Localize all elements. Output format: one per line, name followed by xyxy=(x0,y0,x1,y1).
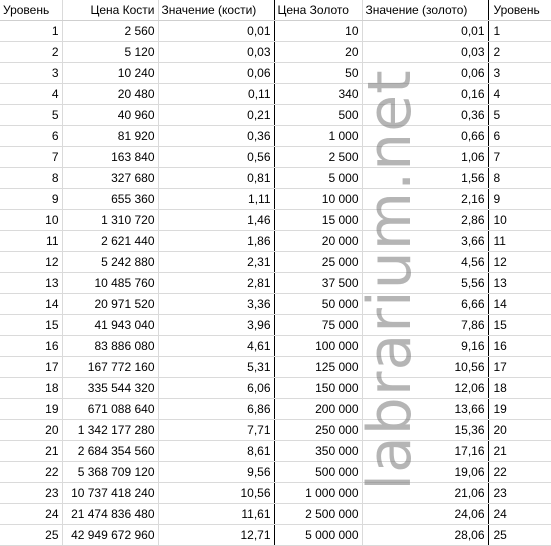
cell-level-repeat[interactable]: 15 xyxy=(488,315,551,336)
table-row xyxy=(0,504,551,525)
cell-level-repeat[interactable]: 24 xyxy=(488,504,551,525)
cell-bone-price[interactable]: 42 949 672 960 xyxy=(62,525,158,546)
cell-gold-price[interactable]: 250 000 xyxy=(274,420,362,441)
table-row xyxy=(0,63,551,84)
cell-gold-value[interactable]: 9,16 xyxy=(362,336,488,357)
cell-level[interactable]: 9 xyxy=(0,189,62,210)
cell-gold-value[interactable]: 10,56 xyxy=(362,357,488,378)
cell-level-repeat[interactable]: 12 xyxy=(488,252,551,273)
cell-gold-value[interactable]: 0,16 xyxy=(362,84,488,105)
cell-level[interactable]: 16 xyxy=(0,336,62,357)
cell-gold-value[interactable]: 6,66 xyxy=(362,294,488,315)
cell-bone-price[interactable]: 10 485 760 xyxy=(62,273,158,294)
table-row xyxy=(0,84,551,105)
cell-bone-value[interactable]: 8,61 xyxy=(158,441,274,462)
table-row xyxy=(0,420,551,441)
cell-bone-value[interactable]: 1,46 xyxy=(158,210,274,231)
cell-level[interactable]: 20 xyxy=(0,420,62,441)
cell-gold-price[interactable]: 5 000 xyxy=(274,168,362,189)
cell-gold-price[interactable]: 20 000 xyxy=(274,231,362,252)
cell-level[interactable]: 15 xyxy=(0,315,62,336)
cell-bone-value[interactable]: 7,71 xyxy=(158,420,274,441)
cell-gold-value[interactable]: 1,06 xyxy=(362,147,488,168)
cell-level[interactable]: 3 xyxy=(0,63,62,84)
cell-bone-price[interactable]: 21 474 836 480 xyxy=(62,504,158,525)
cell-gold-value[interactable]: 2,16 xyxy=(362,189,488,210)
cell-level-repeat[interactable]: 5 xyxy=(488,105,551,126)
cell-level[interactable]: 5 xyxy=(0,105,62,126)
cell-bone-price[interactable]: 40 960 xyxy=(62,105,158,126)
cell-gold-value[interactable]: 19,06 xyxy=(362,462,488,483)
cell-bone-value[interactable]: 1,11 xyxy=(158,189,274,210)
table-row xyxy=(0,525,551,546)
cell-bone-price[interactable]: 167 772 160 xyxy=(62,357,158,378)
cell-level[interactable]: 1 xyxy=(0,21,62,42)
cell-gold-value[interactable]: 3,66 xyxy=(362,231,488,252)
cell-gold-value[interactable]: 7,86 xyxy=(362,315,488,336)
header-level-repeat[interactable]: Уровень xyxy=(488,0,551,21)
cell-gold-price[interactable]: 350 000 xyxy=(274,441,362,462)
cell-level-repeat[interactable]: 19 xyxy=(488,399,551,420)
cell-bone-price[interactable]: 5 368 709 120 xyxy=(62,462,158,483)
cell-level-repeat[interactable]: 16 xyxy=(488,336,551,357)
cell-level-repeat[interactable]: 11 xyxy=(488,231,551,252)
cell-level[interactable]: 8 xyxy=(0,168,62,189)
cell-bone-value[interactable]: 6,06 xyxy=(158,378,274,399)
cell-bone-price[interactable]: 83 886 080 xyxy=(62,336,158,357)
cell-gold-value[interactable]: 0,66 xyxy=(362,126,488,147)
cell-bone-price[interactable]: 2 684 354 560 xyxy=(62,441,158,462)
cell-bone-price[interactable]: 20 971 520 xyxy=(62,294,158,315)
watermark-text: labrarium.net xyxy=(355,69,425,491)
cell-gold-value[interactable]: 0,01 xyxy=(362,21,488,42)
table-row xyxy=(0,294,551,315)
cell-bone-value[interactable]: 0,36 xyxy=(158,126,274,147)
cell-level[interactable]: 6 xyxy=(0,126,62,147)
cell-gold-value[interactable]: 28,06 xyxy=(362,525,488,546)
header-level[interactable]: Уровень xyxy=(0,0,62,21)
cell-level-repeat[interactable]: 25 xyxy=(488,525,551,546)
table-row xyxy=(0,42,551,63)
cell-bone-value[interactable]: 6,86 xyxy=(158,399,274,420)
cell-level[interactable]: 17 xyxy=(0,357,62,378)
cell-gold-value[interactable]: 1,56 xyxy=(362,168,488,189)
cell-level[interactable]: 12 xyxy=(0,252,62,273)
table-row xyxy=(0,378,551,399)
cell-gold-value[interactable]: 21,06 xyxy=(362,483,488,504)
cell-bone-price[interactable]: 41 943 040 xyxy=(62,315,158,336)
header-bone-value[interactable]: Значение (кости) xyxy=(158,0,274,21)
cell-gold-price[interactable]: 5 000 000 xyxy=(274,525,362,546)
cell-bone-value[interactable]: 2,31 xyxy=(158,252,274,273)
cell-bone-price[interactable]: 1 310 720 xyxy=(62,210,158,231)
cell-level-repeat[interactable]: 10 xyxy=(488,210,551,231)
cell-gold-price[interactable]: 340 xyxy=(274,84,362,105)
cell-level[interactable]: 19 xyxy=(0,399,62,420)
cell-gold-value[interactable]: 17,16 xyxy=(362,441,488,462)
cell-level-repeat[interactable]: 2 xyxy=(488,42,551,63)
cell-gold-price[interactable]: 1 000 000 xyxy=(274,483,362,504)
cell-bone-price[interactable]: 327 680 xyxy=(62,168,158,189)
cell-bone-price[interactable]: 10 240 xyxy=(62,63,158,84)
cell-gold-price[interactable]: 125 000 xyxy=(274,357,362,378)
cell-level-repeat[interactable]: 8 xyxy=(488,168,551,189)
cell-bone-price[interactable]: 20 480 xyxy=(62,84,158,105)
cell-level[interactable]: 11 xyxy=(0,231,62,252)
table-row xyxy=(0,483,551,504)
cell-gold-price[interactable]: 37 500 xyxy=(274,273,362,294)
cell-gold-price[interactable]: 50 xyxy=(274,63,362,84)
cell-gold-value[interactable]: 24,06 xyxy=(362,504,488,525)
cell-gold-value[interactable]: 5,56 xyxy=(362,273,488,294)
table-row xyxy=(0,21,551,42)
cell-level[interactable]: 2 xyxy=(0,42,62,63)
cell-gold-value[interactable]: 13,66 xyxy=(362,399,488,420)
table-row xyxy=(0,105,551,126)
table-row xyxy=(0,357,551,378)
cell-gold-price[interactable]: 15 000 xyxy=(274,210,362,231)
cell-bone-price[interactable]: 163 840 xyxy=(62,147,158,168)
table-row xyxy=(0,147,551,168)
table-row xyxy=(0,462,551,483)
table-row xyxy=(0,231,551,252)
cell-gold-price[interactable]: 150 000 xyxy=(274,378,362,399)
cell-level[interactable]: 23 xyxy=(0,483,62,504)
cell-level-repeat[interactable]: 23 xyxy=(488,483,551,504)
cell-level-repeat[interactable]: 21 xyxy=(488,441,551,462)
cell-gold-price[interactable]: 1 000 xyxy=(274,126,362,147)
cell-gold-value[interactable]: 2,86 xyxy=(362,210,488,231)
cell-gold-value[interactable]: 12,06 xyxy=(362,378,488,399)
cell-gold-price[interactable]: 500 xyxy=(274,105,362,126)
cell-level[interactable]: 10 xyxy=(0,210,62,231)
table-row xyxy=(0,441,551,462)
cell-level-repeat[interactable]: 6 xyxy=(488,126,551,147)
header-gold-value[interactable]: Значение (золото) xyxy=(362,0,488,21)
cell-level-repeat[interactable]: 3 xyxy=(488,63,551,84)
cell-gold-price[interactable]: 2 500 000 xyxy=(274,504,362,525)
cell-level[interactable]: 7 xyxy=(0,147,62,168)
table-row xyxy=(0,273,551,294)
cell-level-repeat[interactable]: 9 xyxy=(488,189,551,210)
cell-gold-value[interactable]: 4,56 xyxy=(362,252,488,273)
cell-bone-value[interactable]: 11,61 xyxy=(158,504,274,525)
cell-bone-price[interactable]: 655 360 xyxy=(62,189,158,210)
cell-gold-price[interactable]: 10 xyxy=(274,21,362,42)
cell-level-repeat[interactable]: 14 xyxy=(488,294,551,315)
cell-level-repeat[interactable]: 22 xyxy=(488,462,551,483)
cell-bone-price[interactable]: 5 120 xyxy=(62,42,158,63)
cell-bone-value[interactable]: 12,71 xyxy=(158,525,274,546)
header-bone-price[interactable]: Цена Кости xyxy=(62,0,158,21)
table-row xyxy=(0,399,551,420)
cell-bone-value[interactable]: 0,56 xyxy=(158,147,274,168)
cell-level[interactable]: 22 xyxy=(0,462,62,483)
header-row xyxy=(0,0,551,21)
cell-level-repeat[interactable]: 20 xyxy=(488,420,551,441)
cell-bone-value[interactable]: 5,31 xyxy=(158,357,274,378)
cell-gold-price[interactable]: 50 000 xyxy=(274,294,362,315)
cell-level[interactable]: 13 xyxy=(0,273,62,294)
cell-level-repeat[interactable]: 4 xyxy=(488,84,551,105)
cell-gold-price[interactable]: 200 000 xyxy=(274,399,362,420)
cell-bone-price[interactable]: 5 242 880 xyxy=(62,252,158,273)
cell-gold-price[interactable]: 25 000 xyxy=(274,252,362,273)
cell-gold-value[interactable]: 15,36 xyxy=(362,420,488,441)
cell-bone-value[interactable]: 0,01 xyxy=(158,21,274,42)
cell-gold-value[interactable]: 0,03 xyxy=(362,42,488,63)
cell-gold-value[interactable]: 0,36 xyxy=(362,105,488,126)
cell-bone-value[interactable]: 0,06 xyxy=(158,63,274,84)
cell-bone-value[interactable]: 9,56 xyxy=(158,462,274,483)
cell-gold-price[interactable]: 500 000 xyxy=(274,462,362,483)
cell-bone-price[interactable]: 671 088 640 xyxy=(62,399,158,420)
cell-bone-value[interactable]: 0,03 xyxy=(158,42,274,63)
cell-level[interactable]: 4 xyxy=(0,84,62,105)
cell-bone-price[interactable]: 2 621 440 xyxy=(62,231,158,252)
cell-level[interactable]: 25 xyxy=(0,525,62,546)
cell-bone-value[interactable]: 1,86 xyxy=(158,231,274,252)
table-row xyxy=(0,189,551,210)
cell-level[interactable]: 14 xyxy=(0,294,62,315)
cell-bone-value[interactable]: 0,81 xyxy=(158,168,274,189)
table-row xyxy=(0,315,551,336)
table-row xyxy=(0,336,551,357)
header-gold-price[interactable]: Цена Золото xyxy=(274,0,362,21)
cell-gold-price[interactable]: 75 000 xyxy=(274,315,362,336)
cell-gold-value[interactable]: 0,06 xyxy=(362,63,488,84)
table-row xyxy=(0,252,551,273)
cell-level[interactable]: 18 xyxy=(0,378,62,399)
cell-gold-price[interactable]: 100 000 xyxy=(274,336,362,357)
cell-level[interactable]: 24 xyxy=(0,504,62,525)
table-body xyxy=(0,21,551,546)
cell-bone-value[interactable]: 10,56 xyxy=(158,483,274,504)
table-row xyxy=(0,126,551,147)
cell-bone-value[interactable]: 3,96 xyxy=(158,315,274,336)
cell-bone-price[interactable]: 10 737 418 240 xyxy=(62,483,158,504)
cell-level[interactable]: 21 xyxy=(0,441,62,462)
cell-level-repeat[interactable]: 1 xyxy=(488,21,551,42)
cell-bone-price[interactable]: 335 544 320 xyxy=(62,378,158,399)
cell-level-repeat[interactable]: 17 xyxy=(488,357,551,378)
cell-bone-price[interactable]: 81 920 xyxy=(62,126,158,147)
cell-gold-price[interactable]: 10 000 xyxy=(274,189,362,210)
table-row xyxy=(0,210,551,231)
cell-level-repeat[interactable]: 13 xyxy=(488,273,551,294)
cell-bone-value[interactable]: 0,11 xyxy=(158,84,274,105)
cell-bone-value[interactable]: 0,21 xyxy=(158,105,274,126)
cell-bone-value[interactable]: 3,36 xyxy=(158,294,274,315)
cell-bone-price[interactable]: 2 560 xyxy=(62,21,158,42)
cell-bone-price[interactable]: 1 342 177 280 xyxy=(62,420,158,441)
cell-bone-value[interactable]: 4,61 xyxy=(158,336,274,357)
table-row xyxy=(0,168,551,189)
cell-level-repeat[interactable]: 7 xyxy=(488,147,551,168)
cell-bone-value[interactable]: 2,81 xyxy=(158,273,274,294)
cell-gold-price[interactable]: 20 xyxy=(274,42,362,63)
cell-gold-price[interactable]: 2 500 xyxy=(274,147,362,168)
cell-level-repeat[interactable]: 18 xyxy=(488,378,551,399)
